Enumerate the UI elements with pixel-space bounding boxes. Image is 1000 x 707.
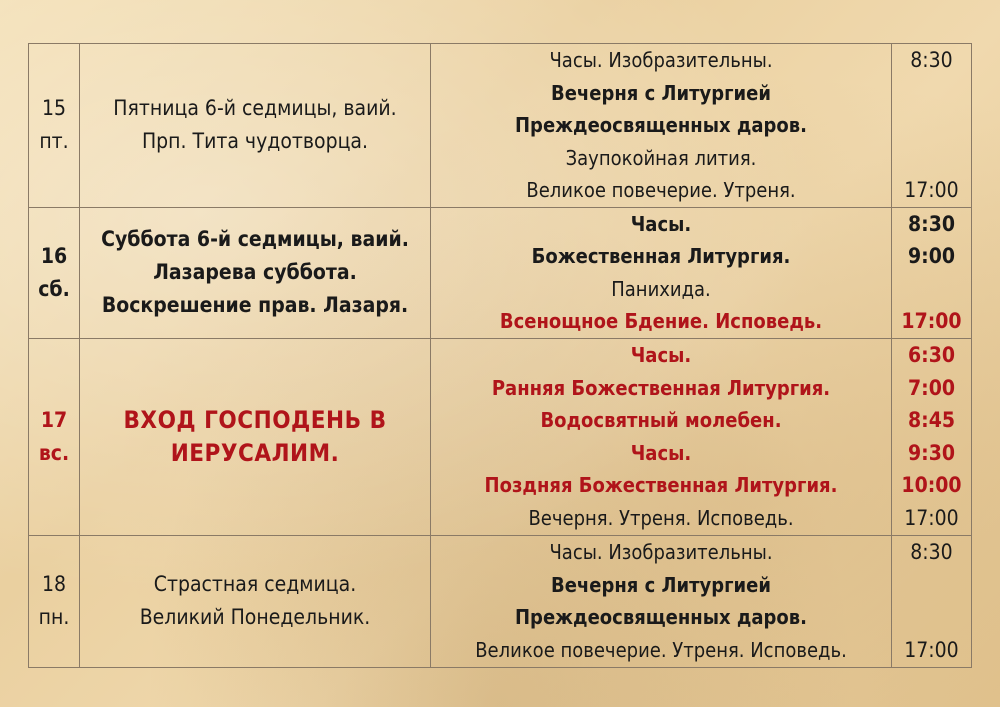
date-cell xyxy=(29,338,80,535)
service-time: 6:30 xyxy=(908,343,955,367)
date-number: 17 xyxy=(40,407,68,432)
day-title-line: ИЕРУСАЛИМ. xyxy=(170,438,340,467)
services-cell xyxy=(431,44,892,208)
service-item: Всенощное Бдение. Исповедь. xyxy=(499,309,823,333)
services-cell xyxy=(431,535,892,667)
service-time: 9:30 xyxy=(908,440,955,465)
service-item: Великое повечерие. Утреня. Исповедь. xyxy=(475,637,847,662)
schedule-row-day-17 xyxy=(29,338,972,535)
service-item: Ранняя Божественная Литургия. xyxy=(491,375,831,400)
weekday: пт. xyxy=(39,129,69,154)
times-cell xyxy=(892,44,972,208)
service-time xyxy=(892,601,971,634)
service-time: 8:30 xyxy=(908,211,955,236)
service-time: 10:00 xyxy=(901,473,962,497)
service-time: 8:45 xyxy=(908,408,955,432)
service-item: Вечерня с Литургией xyxy=(551,80,771,105)
service-time: 7:00 xyxy=(908,375,955,400)
day-title-line: Пятница 6-й седмицы, ваий. xyxy=(113,96,397,121)
service-item: Вечерня. Утреня. Исповедь. xyxy=(528,505,794,530)
service-item: Водосвятный молебен. xyxy=(540,408,782,432)
service-item: Преждеосвященных даров. xyxy=(515,113,807,137)
service-item: Божественная Литургия. xyxy=(531,244,791,268)
day-title-line: Великий Понедельник. xyxy=(139,605,371,629)
schedule-row-day-15 xyxy=(29,44,972,208)
service-item: Преждеосвященных даров. xyxy=(515,605,807,629)
weekday: вс. xyxy=(38,440,70,465)
date-number: 15 xyxy=(41,96,67,121)
schedule-row-day-18 xyxy=(29,535,972,667)
service-item: Часы. Изобразительны. xyxy=(549,48,773,72)
day-title-cell xyxy=(80,338,431,535)
service-item: Великое повечерие. Утреня. xyxy=(526,178,796,202)
services-cell xyxy=(431,338,892,535)
service-time: 17:00 xyxy=(904,637,959,662)
service-time: 9:00 xyxy=(908,244,955,268)
day-title-cell xyxy=(80,207,431,338)
day-title-line: Страстная седмица. xyxy=(153,572,357,596)
date-cell xyxy=(29,535,80,667)
service-time xyxy=(892,77,971,110)
day-title-line: Лазарева суббота. xyxy=(153,260,357,284)
service-time xyxy=(892,142,971,175)
day-title-line: Прп. Тита чудотворца. xyxy=(141,129,369,154)
day-title-line: Суббота 6-й седмицы, ваий. xyxy=(101,227,409,251)
service-time: 17:00 xyxy=(901,309,962,333)
service-time xyxy=(892,109,971,142)
service-item: Часы. xyxy=(630,211,692,236)
weekday: сб. xyxy=(38,276,70,301)
times-cell xyxy=(892,338,972,535)
service-item: Поздняя Божественная Литургия. xyxy=(484,473,838,497)
service-item: Заупокойная лития. xyxy=(565,145,757,170)
service-item: Часы. Изобразительны. xyxy=(549,540,773,564)
date-cell xyxy=(29,44,80,208)
day-title-line: Воскрешение прав. Лазаря. xyxy=(101,293,409,317)
date-cell xyxy=(29,207,80,338)
service-time xyxy=(892,569,971,602)
date-number: 18 xyxy=(41,572,67,596)
times-cell xyxy=(892,535,972,667)
service-time: 8:30 xyxy=(910,48,953,72)
services-cell xyxy=(431,207,892,338)
service-time: 17:00 xyxy=(904,178,959,202)
service-time: 17:00 xyxy=(904,505,959,530)
service-item: Часы. xyxy=(630,343,692,367)
service-time xyxy=(892,273,971,306)
weekday: пн. xyxy=(38,605,70,629)
schedule-row-day-16 xyxy=(29,207,972,338)
day-title-cell xyxy=(80,44,431,208)
service-schedule-table xyxy=(28,43,972,668)
service-time: 8:30 xyxy=(910,540,953,564)
day-title-cell xyxy=(80,535,431,667)
service-item: Вечерня с Литургией xyxy=(551,572,771,597)
times-cell xyxy=(892,207,972,338)
service-item: Часы. xyxy=(630,440,692,465)
day-title-line: ВХОД ГОСПОДЕНЬ В xyxy=(123,405,387,434)
date-number: 16 xyxy=(40,243,68,268)
service-item: Панихида. xyxy=(611,276,711,301)
